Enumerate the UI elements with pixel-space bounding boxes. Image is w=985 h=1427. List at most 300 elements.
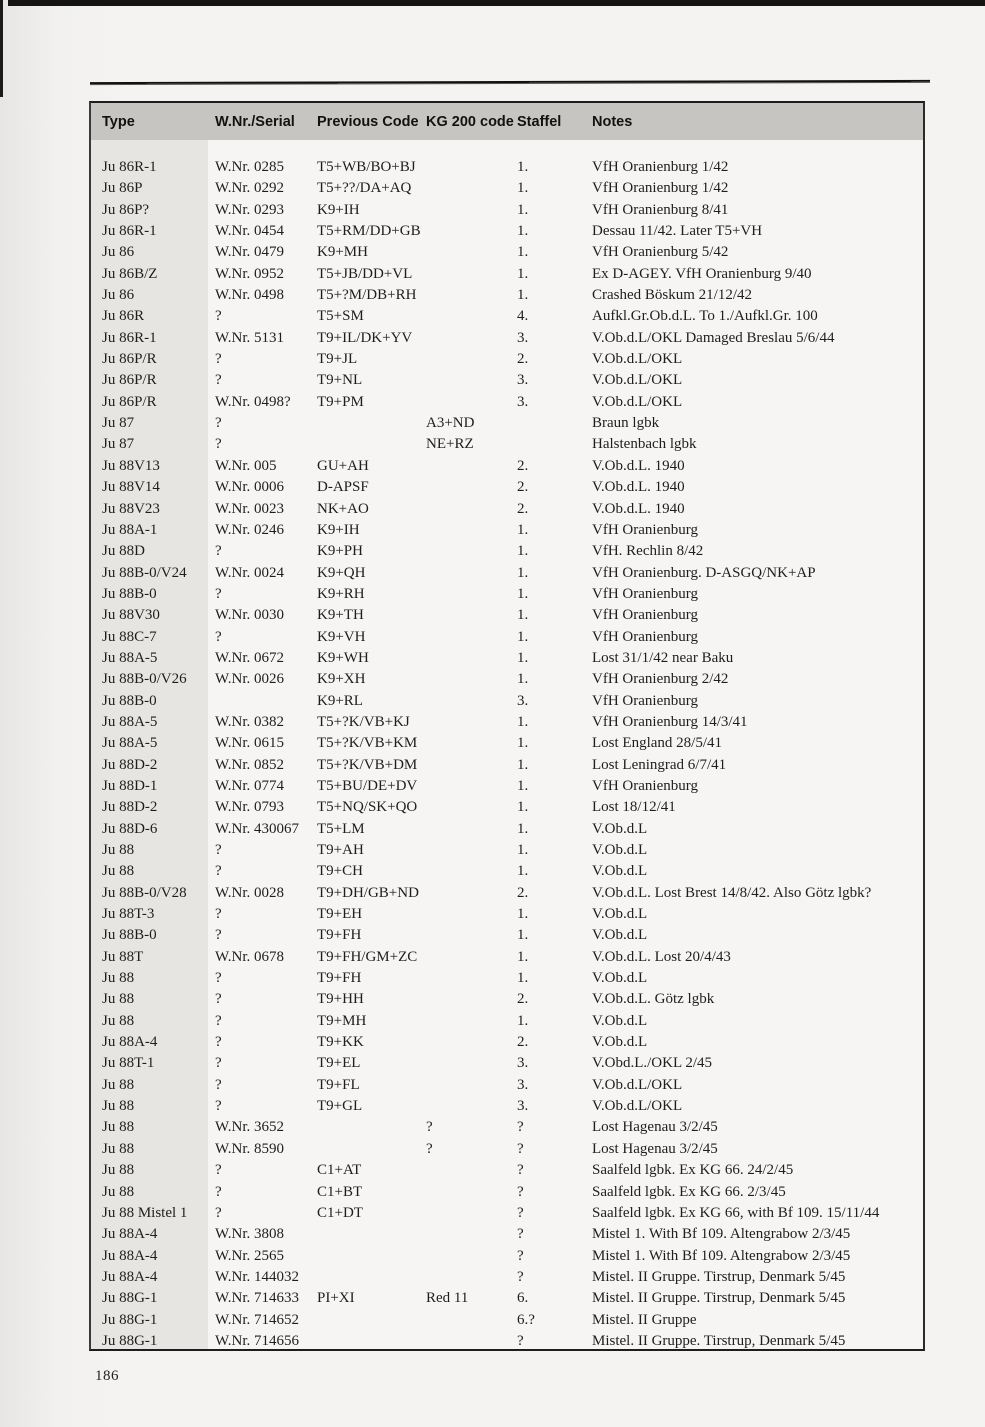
cell-type: Ju 88 [102,842,135,858]
cell-serial: ? [215,1076,222,1093]
cell-previous-code: T9+PM [317,393,364,410]
cell-notes: Mistel. II Gruppe. Tirstrup, Denmark 5/45 [592,1332,846,1349]
cell-previous-code: K9+VH [317,628,366,645]
cell-staffel: 1. [517,159,529,175]
cell-serial: ? [215,927,222,944]
cell-type: Ju 86R-1 [102,159,157,175]
cell-kg200-code [426,968,517,989]
table-row [91,883,923,904]
cell-type: Ju 88V14 [102,479,160,496]
cell-notes: VfH Oranienburg [592,521,698,538]
cell-kg200-code [426,648,517,669]
cell-type: Ju 88A-4 [102,1034,158,1051]
cell-previous-code: T9+FL [317,1076,360,1093]
cell-staffel: 1. [517,223,529,240]
cell-serial: ? [215,628,222,645]
cell-type: Ju 86P/R [102,393,157,410]
cell-notes: Saalfeld lgbk. Ex KG 66, with Bf 109. 15/11/44 [592,1204,880,1221]
table-row [91,1246,923,1267]
cell-kg200-code [426,733,517,754]
cell-staffel: 3. [517,393,529,410]
cell-notes: Ex D-AGEY. VfH Oranienburg 9/40 [592,265,812,282]
cell-previous-code: C1+BT [317,1183,363,1200]
cell-type: Ju 88 [102,1183,135,1200]
cell-previous-code [317,1267,426,1288]
cell-notes: VfH Oranienburg [592,692,698,709]
table-row [91,691,923,712]
table-row [91,157,923,178]
cell-serial: W.Nr. 714652 [215,1311,300,1328]
cell-notes: V.Ob.d.L/OKL [592,372,683,389]
cell-serial: W.Nr. 0672 [215,649,285,666]
cell-previous-code: NK+AO [317,500,369,517]
table-row [91,776,923,797]
cell-staffel: 1. [517,906,529,923]
cell-serial: W.Nr. 0678 [215,948,285,965]
cell-notes: VfH Oranienburg. D-ASGQ/NK+AP [592,564,816,581]
cell-previous-code: T5+?K/VB+DM [317,756,418,773]
table-row [91,989,923,1010]
cell-serial: W.Nr. 0006 [215,479,285,496]
cell-staffel: 2. [517,351,529,368]
table-row [91,434,923,455]
cell-type: Ju 87 [102,415,135,432]
cell-notes: V.Ob.d.L. 1940 [592,500,685,517]
cell-notes: VfH Oranienburg 1/42 [592,159,729,175]
table-row [91,861,923,882]
cell-previous-code: K9+PH [317,543,363,560]
cell-kg200-code [426,1160,517,1181]
cell-notes: Dessau 11/42. Later T5+VH [592,223,763,240]
cell-previous-code: T9+JL [317,351,358,368]
cell-kg200-code [426,306,517,327]
cell-kg200-code [426,1246,517,1267]
cell-kg200-code [426,1224,517,1245]
cell-kg200-code [426,541,517,562]
cell-type: Ju 87 [102,436,135,453]
cell-notes: V.Ob.d.L [592,842,648,858]
table-row [91,477,923,498]
cell-previous-code: K9+TH [317,607,364,624]
cell-previous-code: T5+?K/VB+KM [317,735,418,752]
cell-serial: W.Nr. 0030 [215,607,285,624]
column-header-kg200-code: KG 200 code [426,113,514,130]
cell-previous-code: T5+?M/DB+RH [317,287,417,304]
cell-serial: ? [215,351,222,368]
cell-kg200-code [426,370,517,391]
cell-notes: VfH. Rechlin 8/42 [592,543,704,560]
cell-staffel: ? [517,1268,524,1285]
cell-type: Ju 88D [102,543,145,560]
cell-type: Ju 86 [102,287,135,304]
table-row [91,1139,923,1160]
cell-previous-code [317,1246,426,1267]
cell-staffel: 1. [517,543,529,560]
cell-type: Ju 86P/R [102,351,157,368]
table-row [91,1096,923,1117]
cell-kg200-code [426,242,517,263]
cell-staffel: 1. [517,180,529,197]
column-header-notes: Notes [592,113,633,130]
cell-type: Ju 88A-5 [102,713,158,730]
cell-notes: VfH Oranienburg 1/42 [592,180,729,197]
cell-serial: ? [215,1162,222,1179]
cell-serial: ? [215,1012,222,1029]
cell-type: Ju 86B/Z [102,265,158,282]
cell-serial: W.Nr. 0479 [215,244,285,261]
cell-staffel: 2. [517,884,529,901]
cell-staffel: 1. [517,628,529,645]
cell-previous-code: T9+NL [317,372,363,389]
cell-notes: Mistel 1. With Bf 109. Altengrabow 2/3/45 [592,1247,851,1264]
cell-type: Ju 88T-1 [102,1055,155,1072]
cell-type: Ju 88V13 [102,457,160,474]
cell-kg200-code [426,499,517,520]
cell-staffel: 3. [517,372,529,389]
table-row [91,1331,923,1349]
cell-serial: W.Nr. 0952 [215,265,285,282]
cell-serial: W.Nr. 144032 [215,1268,300,1285]
cell-previous-code: D-APSF [317,479,369,496]
table-row [91,1182,923,1203]
table-row [91,669,923,690]
cell-staffel: 3. [517,329,529,346]
cell-serial: W.Nr. 3652 [215,1119,285,1136]
cell-notes: V.Ob.d.L [592,927,648,944]
cell-notes: V.Ob.d.L [592,970,648,987]
cell-kg200-code [426,712,517,733]
cell-staffel: 1. [517,649,529,666]
cell-serial: W.Nr. 714633 [215,1290,300,1307]
table-row [91,563,923,584]
cell-previous-code: T5+BU/DE+DV [317,777,418,794]
cell-staffel: ? [517,1247,524,1264]
cell-type: Ju 88A-5 [102,649,158,666]
cell-previous-code: K9+RL [317,692,363,709]
cell-kg200-code [426,904,517,925]
cell-staffel: 1. [517,201,529,218]
cell-previous-code [317,1224,426,1245]
cell-kg200-code [426,285,517,306]
cell-kg200-code [426,221,517,242]
table-row [91,242,923,263]
cell-serial: W.Nr. 0774 [215,777,285,794]
cell-notes: Mistel. II Gruppe. Tirstrup, Denmark 5/45 [592,1290,846,1307]
cell-staffel: 1. [517,607,529,624]
cell-staffel: 1. [517,713,529,730]
cell-kg200-code [426,349,517,370]
cell-serial: ? [215,585,222,602]
cell-staffel: 1. [517,521,529,538]
cell-previous-code: T9+GL [317,1098,363,1115]
table-row [91,733,923,754]
cell-type: Ju 88 [102,1098,135,1115]
cell-type: Ju 88V23 [102,500,160,517]
cell-previous-code: T9+FH [317,927,362,944]
table-row [91,178,923,199]
cell-type: Ju 88B-0/V24 [102,564,187,581]
cell-serial: W.Nr. 0293 [215,201,285,218]
cell-kg200-code [426,1032,517,1053]
table-row [91,413,923,434]
cell-kg200-code [426,861,517,882]
cell-kg200-code [426,392,517,413]
cell-staffel: 3. [517,1055,529,1072]
cell-serial: ? [215,372,222,389]
cell-previous-code [317,1139,426,1160]
cell-type: Ju 88B-0/V26 [102,671,187,688]
cell-kg200-code [426,1331,517,1349]
cell-notes: Braun lgbk [592,415,660,432]
table-row [91,306,923,327]
cell-notes: Saalfeld lgbk. Ex KG 66. 24/2/45 [592,1162,794,1179]
cell-previous-code: T5+RM/DD+GB [317,223,421,240]
cell-previous-code: T9+CH [317,863,363,880]
cell-previous-code: K9+RH [317,585,365,602]
cell-type: Ju 88V30 [102,607,160,624]
cell-staffel: 1. [517,564,529,581]
cell-staffel: 1. [517,777,529,794]
cell-staffel: 1. [517,842,529,858]
cell-notes: V.Ob.d.L/OKL [592,1098,683,1115]
table-row [91,349,923,370]
cell-staffel: ? [517,1332,524,1349]
cell-previous-code: T5+NQ/SK+QO [317,799,418,816]
table-row [91,819,923,840]
cell-kg200-code [426,947,517,968]
table-row [91,456,923,477]
cell-kg200-code: ? [426,1119,433,1136]
cell-staffel: 2. [517,1034,529,1051]
cell-kg200-code [426,264,517,285]
cell-type: Ju 88 [102,991,135,1008]
table-row [91,499,923,520]
cell-notes: VfH Oranienburg [592,585,698,602]
cell-previous-code: T5+SM [317,308,364,325]
table-row [91,1032,923,1053]
cell-notes: V.Obd.L./OKL 2/45 [592,1055,712,1072]
cell-type: Ju 86 [102,244,135,261]
cell-staffel: 1. [517,1012,529,1029]
cell-type: Ju 88D-2 [102,756,158,773]
cell-staffel: 1. [517,287,529,304]
cell-type: Ju 88G-1 [102,1332,158,1349]
cell-staffel: 2. [517,500,529,517]
table-row [91,904,923,925]
cell-serial: W.Nr. 0292 [215,180,285,197]
cell-previous-code [317,434,426,455]
table-row [91,1224,923,1245]
cell-serial: W.Nr. 0615 [215,735,285,752]
cell-serial: ? [215,436,222,453]
cell-kg200-code: ? [426,1140,433,1157]
cell-type: Ju 86P? [102,201,150,218]
cell-previous-code: K9+QH [317,564,366,581]
cell-notes: V.Ob.d.L. Lost 20/4/43 [592,948,731,965]
cell-kg200-code [426,1203,517,1224]
cell-notes: Mistel. II Gruppe [592,1311,697,1328]
cell-staffel: 1. [517,735,529,752]
cell-type: Ju 88A-4 [102,1247,158,1264]
cell-kg200-code [426,1096,517,1117]
cell-notes: VfH Oranienburg [592,628,698,645]
cell-notes: Lost 31/1/42 near Baku [592,649,734,666]
cell-notes: Lost Hagenau 3/2/45 [592,1119,718,1136]
cell-staffel: 1. [517,756,529,773]
cell-previous-code: K9+WH [317,649,369,666]
cell-notes: V.Ob.d.L. Lost Brest 14/8/42. Also Götz lgbk? [592,884,872,901]
cell-kg200-code [426,1310,517,1331]
cell-type: Ju 88C-7 [102,628,157,645]
cell-serial: W.Nr. 3808 [215,1226,285,1243]
cell-notes: V.Ob.d.L/OKL Damaged Breslau 5/6/44 [592,329,835,346]
cell-notes: VfH Oranienburg [592,607,698,624]
cell-serial: W.Nr. 430067 [215,820,300,837]
cell-type: Ju 88T-3 [102,906,155,923]
cell-notes: Mistel 1. With Bf 109. Altengrabow 2/3/45 [592,1226,851,1243]
cell-notes: V.Ob.d.L/OKL [592,393,683,410]
cell-staffel: 6.? [517,1311,535,1328]
cell-serial: ? [215,543,222,560]
cell-type: Ju 86R-1 [102,223,157,240]
cell-type: Ju 88T [102,948,144,965]
cell-serial: W.Nr. 8590 [215,1140,285,1157]
cell-staffel: 1. [517,948,529,965]
cell-previous-code: C1+DT [317,1204,363,1221]
cell-serial: ? [215,1183,222,1200]
cell-type: Ju 88 [102,1119,135,1136]
table-row [91,840,923,861]
cell-kg200-code [426,819,517,840]
cell-serial: W.Nr. 5131 [215,329,285,346]
cell-notes: Halstenbach lgbk [592,436,697,453]
cell-notes: V.Ob.d.L. Götz lgbk [592,991,715,1008]
cell-type: Ju 88A-1 [102,521,158,538]
cell-serial: W.Nr. 0852 [215,756,285,773]
cell-staffel: ? [517,1183,524,1200]
table-row [91,755,923,776]
cell-staffel: 1. [517,799,529,816]
cell-staffel: 1. [517,970,529,987]
cell-kg200-code [426,1011,517,1032]
table-row [91,392,923,413]
cell-type: Ju 88 [102,863,135,880]
column-header-staffel: Staffel [517,113,562,130]
cell-previous-code [317,1331,426,1349]
cell-previous-code: T5+?K/VB+KJ [317,713,410,730]
cell-type: Ju 88 [102,1076,135,1093]
cell-type: Ju 88 [102,1012,135,1029]
cell-staffel: 1. [517,244,529,261]
table-row [91,1011,923,1032]
cell-serial [215,691,317,712]
cell-previous-code: T9+FH/GM+ZC [317,948,418,965]
cell-kg200-code [426,1182,517,1203]
cell-type: Ju 88B-0/V28 [102,884,187,901]
cell-notes: Lost Hagenau 3/2/45 [592,1140,718,1157]
cell-previous-code: T5+LM [317,820,365,837]
table-row [91,925,923,946]
cell-kg200-code: Red 11 [426,1290,469,1307]
cell-serial: ? [215,415,222,432]
cell-previous-code: T9+DH/GB+ND [317,884,419,901]
table-row [91,1075,923,1096]
cell-notes: V.Ob.d.L [592,906,648,923]
cell-staffel: 1. [517,927,529,944]
cell-notes: Lost England 28/5/41 [592,735,722,752]
scan-edge-left [0,0,3,97]
cell-notes: VfH Oranienburg 5/42 [592,244,729,261]
table-row [91,797,923,818]
table-header-row [91,103,923,140]
cell-staffel: 1. [517,265,529,282]
cell-kg200-code [426,456,517,477]
cell-previous-code: T9+FH [317,970,362,987]
cell-notes: VfH Oranienburg 8/41 [592,201,729,218]
cell-serial: ? [215,1098,222,1115]
cell-staffel: 1. [517,820,529,837]
cell-serial: ? [215,906,222,923]
cell-staffel: 1. [517,671,529,688]
cell-kg200-code [426,669,517,690]
cell-serial: W.Nr. 0024 [215,564,285,581]
cell-kg200-code [426,627,517,648]
cell-previous-code: T5+??/DA+AQ [317,180,412,197]
table-row [91,1117,923,1138]
column-header-type: Type [102,113,135,130]
table-row [91,1203,923,1224]
cell-notes: V.Ob.d.L. 1940 [592,457,685,474]
cell-type: Ju 86R [102,308,145,325]
page-number: 186 [95,1368,119,1384]
cell-staffel: ? [517,1119,524,1136]
cell-staffel: 3. [517,1076,529,1093]
top-rule [90,80,930,85]
table-row [91,328,923,349]
cell-type: Ju 86R-1 [102,329,157,346]
cell-kg200-code [426,157,517,178]
cell-serial: W.Nr. 0454 [215,223,285,240]
cell-previous-code: T9+EH [317,906,363,923]
cell-kg200-code [426,797,517,818]
cell-type: Ju 88D-1 [102,777,158,794]
cell-staffel: 2. [517,457,529,474]
cell-serial: ? [215,842,222,858]
cell-previous-code: T9+AH [317,842,364,858]
cell-kg200-code [426,755,517,776]
cell-type: Ju 88A-4 [102,1226,158,1243]
cell-kg200-code [426,1075,517,1096]
cell-previous-code: T9+MH [317,1012,367,1029]
cell-notes: Lost Leningrad 6/7/41 [592,756,727,773]
cell-serial: ? [215,991,222,1008]
cell-notes: Crashed Böskum 21/12/42 [592,287,752,304]
cell-staffel: ? [517,1140,524,1157]
cell-kg200-code [426,691,517,712]
cell-notes: Lost 18/12/41 [592,799,676,816]
cell-type: Ju 88B-0 [102,692,157,709]
cell-kg200-code: NE+RZ [426,436,474,453]
aircraft-table [89,101,925,1351]
table-row [91,370,923,391]
cell-kg200-code [426,328,517,349]
cell-previous-code: T9+EL [317,1055,361,1072]
cell-kg200-code [426,584,517,605]
cell-type: Ju 88B-0 [102,927,157,944]
cell-previous-code [317,1117,426,1138]
cell-kg200-code [426,840,517,861]
cell-previous-code: C1+AT [317,1162,362,1179]
